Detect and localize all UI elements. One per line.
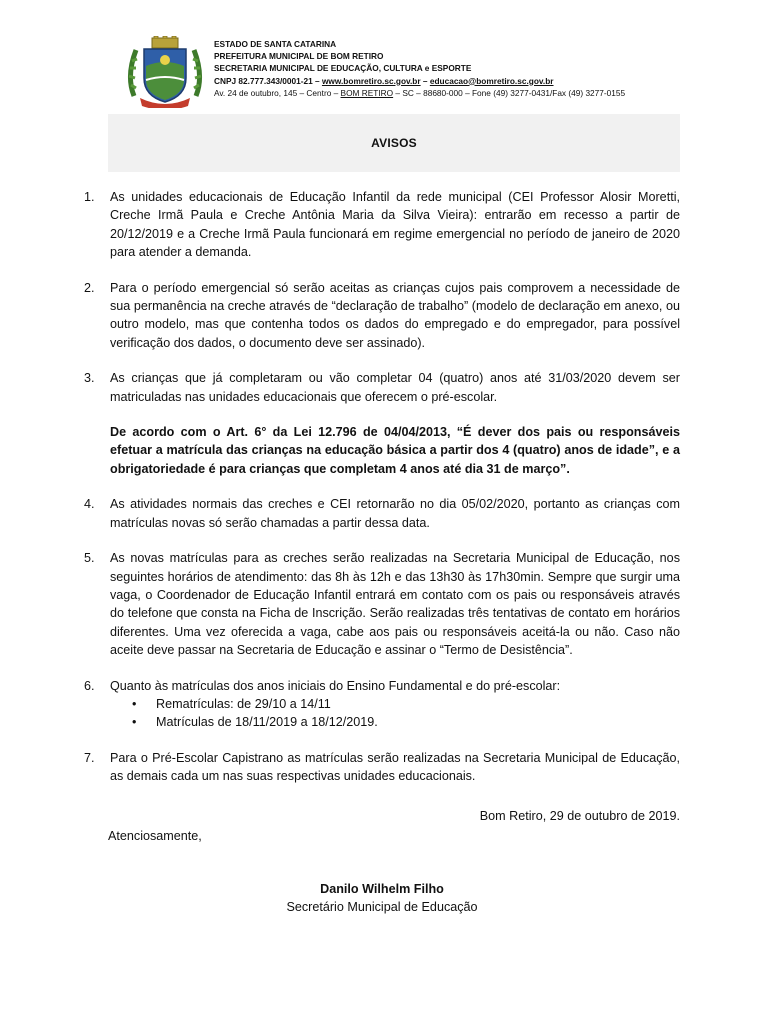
list-item [84,369,680,406]
item-text: As atividades normais das creches e CEI retornarão no dia 05/02/2020, portanto as crianças com matrículas novas só serão chamadas a partir dessa data. [110,497,680,530]
item-number: 6. [84,678,95,693]
item-text: As crianças que já completaram ou vão completar 04 (quatro) anos até 31/03/2020 devem ser matriculadas nas unidades educacionais que oferecem o pré-escolar. [110,371,680,404]
item-number: 3. [84,371,95,386]
signature-block [84,880,680,917]
page-title: AVISOS [371,136,417,150]
closing-salutation: Atenciosamente, [108,829,202,843]
list-item [84,749,680,786]
contact-line [214,75,625,87]
item-number: 7. [84,750,95,765]
signer-name: Danilo Wilhelm Filho [320,882,444,896]
secretariat-name: SECRETARIA MUNICIPAL DE EDUCAÇÃO, CULTURA e ESPORTE [214,63,472,74]
address-city: BOM RETIRO [340,87,394,98]
cnpj: CNPJ 82.777.343/0001-21 – [214,75,322,86]
letterhead [214,38,625,99]
item-text: As unidades educacionais de Educação Infantil da rede municipal (CEI Professor Alosir Moretti, Creche Irmã Paula e Creche Antônia Maria da Silva Vieira): entrarão em recesso a partir de 20/12/2019 e a Creche Irmã Paula funcionará em regime emergencial no período de janeiro de 2020 para atender a demanda. [110,190,680,260]
item-text: As novas matrículas para as creches serão realizadas na Secretaria Municipal de Educação, nos seguintes horários de atendimento: das 8h às 12h e das 13h30 às 17h30min. Sempre que surgir uma vaga, o Coordenador de Educação Infantil entrará em contato com os pais ou responsáveis através do telefone que consta na Ficha de Inscrição. Serão realizadas três tentativas de contato em horários diferentes. Uma vez oferecida a vaga, cabe aos pais ou responsáveis aceitá-la ou não. Caso não aceite deve passar na Secretaria de Educação e assinar o “Termo de Desistência”. [110,551,680,658]
address-rest: – SC – 88680-000 – Fone (49) 3277-0431/Fax (49) 3277-0155 [393,87,626,98]
item-body [110,677,680,732]
item-number: 1. [84,190,95,204]
list-item [84,495,680,532]
prefecture-name: PREFEITURA MUNICIPAL DE BOM RETIRO [214,51,384,62]
address-street: Av. 24 de outubro, 145 – Centro – [214,87,341,98]
state-name: ESTADO DE SANTA CATARINA [214,39,337,49]
item-number: 4. [84,497,95,512]
list-item [84,549,680,659]
sub-list [110,695,680,732]
item-text: Para o Pré-Escolar Capistrano as matrículas serão realizadas na Secretaria Municipal de Educação, as demais cada um nas suas respectivas unidades educacionais. [110,750,680,784]
item-number: 5. [84,551,95,566]
municipal-crest-icon [126,36,204,108]
sub-list-item: • Rematrículas: de 29/10 a 14/11 [110,695,680,713]
item-text: Para o período emergencial só serão aceitas as crianças cujos pais comprovem a necessidade de sua permanência na creche através de “declaração de trabalho” (modelo de declaração em anexo, ou outro modelo, mas que contenha todos os dados do empregado e do empregador, para possível verificação dos dados, o documento deve ser assinado). [110,280,680,350]
notice-content [84,188,680,803]
title-band [108,114,680,172]
list-item [84,279,680,353]
website-link[interactable]: www.bomretiro.sc.gov.br [321,75,421,86]
item-number: 2. [84,280,95,295]
contact-separator: – [420,75,430,86]
list-item [84,677,680,732]
item-text: Quanto às matrículas dos anos iniciais do Ensino Fundamental e do pré-escolar: [110,678,561,693]
signer-role: Secretário Municipal de Educação [286,900,478,915]
address-line [214,87,625,99]
legal-quote: De acordo com o Art. 6° da Lei 12.796 de 04/04/2013, “É dever dos pais ou responsáveis efetuar a matrícula das crianças na educação básica a partir dos 4 (quatro) anos de idade”, e a obrigatoriedade é para crianças que completam 4 anos até dia 31 de março”. [110,425,680,476]
list-item [84,188,680,262]
document-date: Bom Retiro, 29 de outubro de 2019. [479,809,680,823]
email-link[interactable]: educacao@bomretiro.sc.gov.br [429,75,554,86]
sub-list-item: • Matrículas de 18/11/2019 a 18/12/2019. [110,713,680,731]
